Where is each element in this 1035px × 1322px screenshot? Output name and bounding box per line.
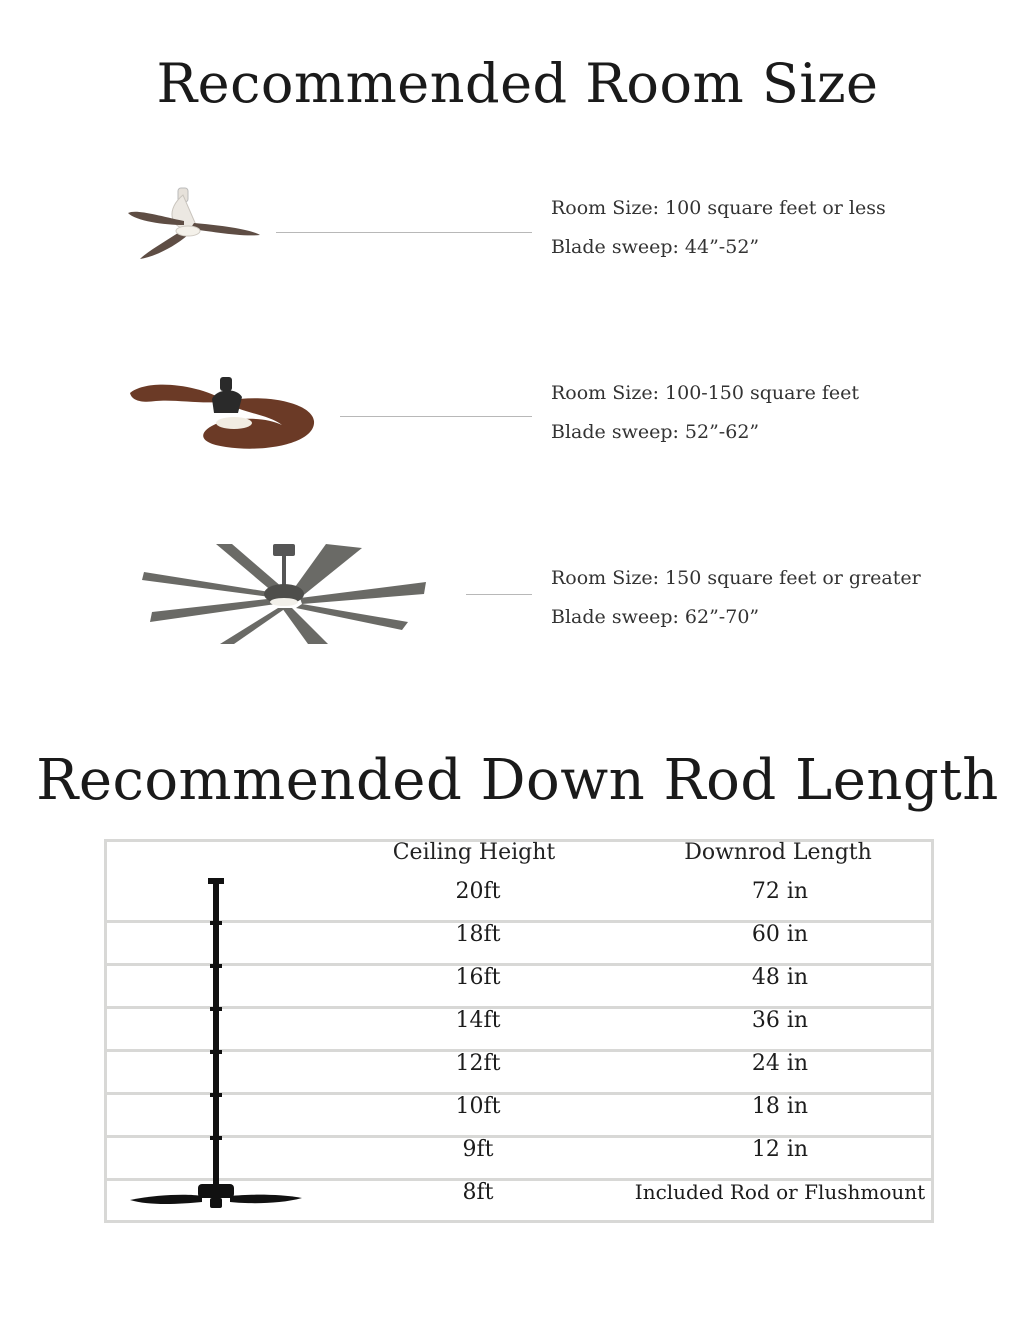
ceiling-height-cell: 8ft: [462, 1180, 494, 1205]
connector-line: [466, 594, 532, 595]
downrod-length-cell: 72 in: [751, 879, 809, 904]
downrod-length-header: Downrod Length: [684, 840, 872, 865]
fan-spec-2: [551, 374, 859, 452]
room-size-title: Recommended Room Size: [156, 52, 879, 115]
ceiling-height-cell: 14ft: [455, 1008, 501, 1033]
downrod-length-cell: Included Rod or Flushmount: [634, 1180, 926, 1204]
downrod-length-cell: 36 in: [751, 1008, 809, 1033]
downrod-fan-icon: [120, 876, 310, 1212]
connector-line: [276, 232, 532, 233]
downrod-length-cell: 48 in: [751, 965, 809, 990]
ceiling-height-cell: 9ft: [462, 1137, 494, 1162]
downrod-length-cell: 18 in: [751, 1094, 809, 1119]
ceiling-height-cell: 18ft: [455, 922, 501, 947]
small-ceiling-fan-icon: [126, 185, 266, 265]
downrod-length-cell: 12 in: [751, 1137, 809, 1162]
downrod-length-cell: 60 in: [751, 922, 809, 947]
ceiling-height-header: Ceiling Height: [392, 840, 556, 865]
ceiling-height-cell: 20ft: [455, 879, 501, 904]
blade-sweep-text: Blade sweep: 44”-52”: [551, 236, 760, 258]
down-rod-title: Recommended Down Rod Length: [36, 748, 999, 813]
ceiling-height-cell: 16ft: [455, 965, 501, 990]
fan-spec-3: [551, 559, 921, 637]
room-size-text: Room Size: 100-150 square feet: [551, 382, 860, 404]
ceiling-height-cell: 10ft: [455, 1094, 501, 1119]
room-size-text: Room Size: 150 square feet or greater: [551, 567, 921, 589]
room-size-text: Room Size: 100 square feet or less: [551, 197, 886, 219]
blade-sweep-text: Blade sweep: 52”-62”: [551, 421, 760, 443]
fan-spec-1: [551, 189, 886, 267]
eight-blade-fan-icon: [140, 542, 430, 646]
blade-sweep-text: Blade sweep: 62”-70”: [551, 606, 760, 628]
connector-line: [340, 416, 532, 417]
ceiling-height-cell: 12ft: [455, 1051, 501, 1076]
downrod-length-cell: 24 in: [751, 1051, 809, 1076]
curved-blade-fan-icon: [126, 373, 318, 453]
